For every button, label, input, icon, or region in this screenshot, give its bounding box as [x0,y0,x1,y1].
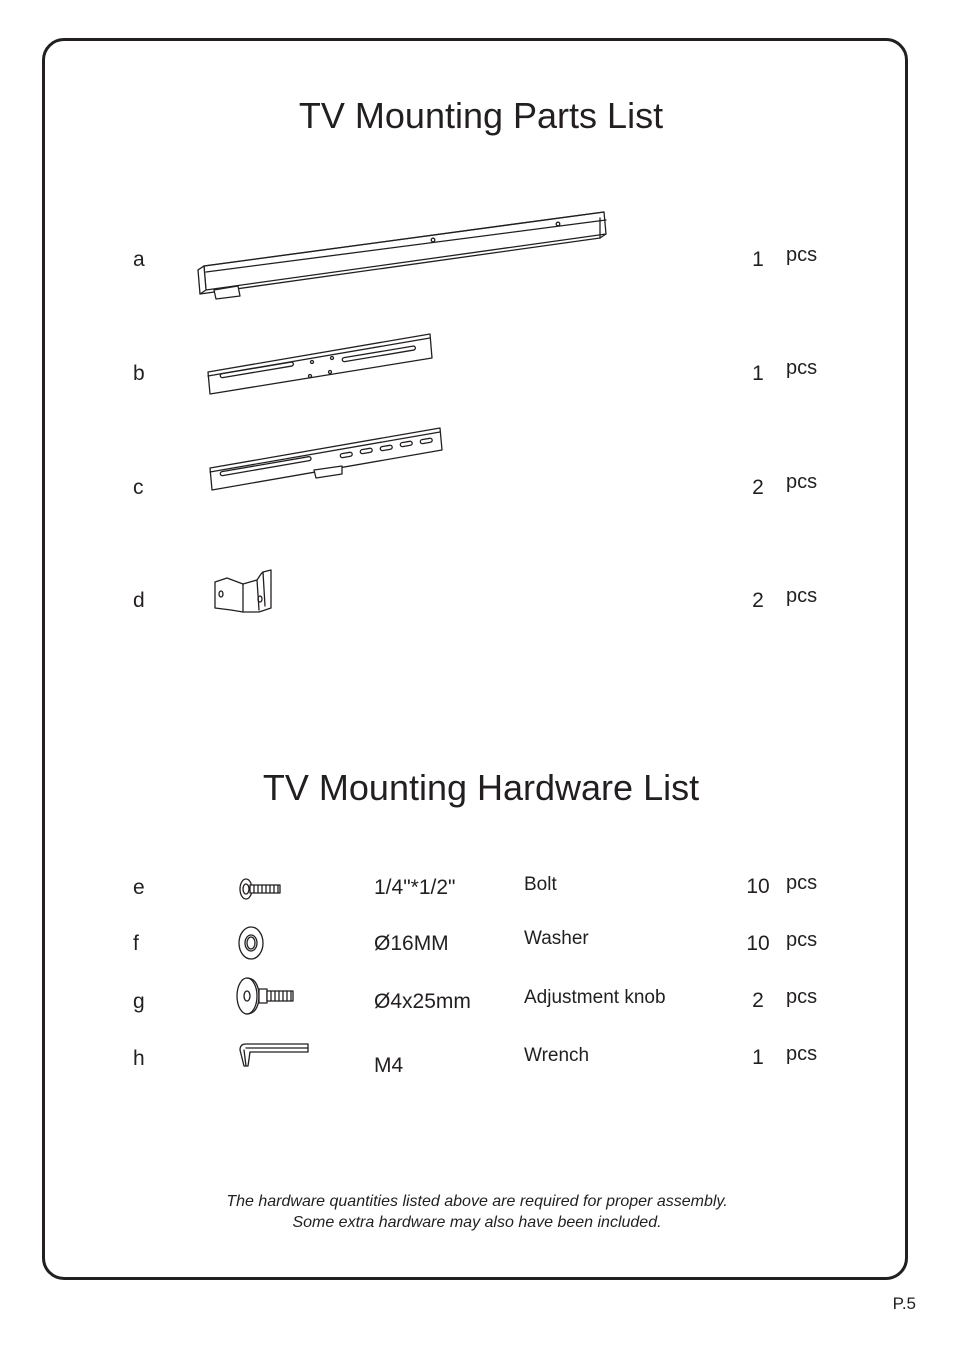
hardware-letter-e: e [133,876,145,899]
hardware-qty-h: 1 [752,1046,764,1069]
hardware-spec-g: Ø4x25mm [374,990,471,1013]
page-number: P.5 [892,1294,916,1313]
hardware-name-h: Wrench [524,1045,590,1066]
part-letter-d: d [133,589,145,612]
hardware-note-line-2: Some extra hardware may also have been included. [292,1214,662,1231]
hardware-name-g: Adjustment knob [524,987,666,1008]
hardware-qty-f: 10 [746,932,770,955]
hardware-unit-f: pcs [786,929,818,951]
hardware-unit-e: pcs [786,872,818,894]
part-letter-c: c [133,476,144,499]
adjustment-knob-icon [235,976,297,1018]
part-unit-c: pcs [786,471,818,493]
part-qty-b: 1 [752,362,764,385]
long-square-tube-icon [198,206,612,300]
parts-list-title: TV Mounting Parts List [298,95,664,136]
hardware-letter-f: f [133,932,139,955]
hardware-spec-f: Ø16MM [374,932,449,955]
part-letter-b: b [133,362,145,385]
hardware-unit-g: pcs [786,986,818,1008]
hardware-name-e: Bolt [524,874,557,895]
hardware-unit-h: pcs [786,1043,818,1065]
washer-icon [237,925,267,961]
hardware-letter-g: g [133,990,145,1013]
part-unit-b: pcs [786,357,818,379]
slotted-bracket-icon [206,332,436,400]
allen-wrench-icon [236,1040,314,1072]
hardware-spec-h: M4 [374,1054,404,1077]
hardware-name-f: Washer [524,928,589,949]
part-qty-c: 2 [752,476,764,499]
hardware-letter-h: h [133,1047,145,1070]
hardware-note-line-1: The hardware quantities listed above are required for proper assembly. [226,1193,728,1210]
hardware-qty-e: 10 [746,875,770,898]
part-letter-a: a [133,248,145,271]
hook-bracket-icon [208,426,448,496]
part-unit-d: pcs [786,585,818,607]
part-qty-a: 1 [752,248,764,271]
hardware-qty-g: 2 [752,989,764,1012]
part-qty-d: 2 [752,589,764,612]
u-clip-icon [213,570,277,616]
bolt-icon [238,877,284,901]
hardware-list-title: TV Mounting Hardware List [262,767,700,808]
hardware-spec-e: 1/4"*1/2" [374,876,456,899]
part-unit-a: pcs [786,244,818,266]
